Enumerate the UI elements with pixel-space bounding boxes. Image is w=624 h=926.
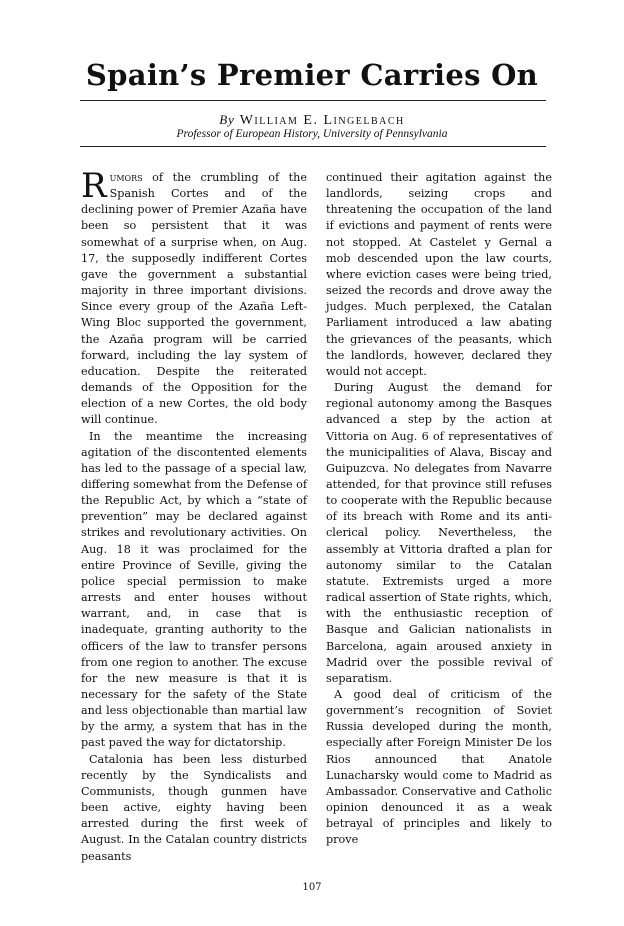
drop-cap: R bbox=[81, 166, 107, 206]
right-column bbox=[326, 170, 552, 849]
author-name: William E. Lingelbach bbox=[239, 113, 405, 128]
left-column bbox=[81, 166, 307, 865]
article-title: Spain’s Premier Carries On bbox=[85, 58, 539, 92]
page-number: 107 bbox=[302, 882, 322, 893]
paragraph: Catalonia has been less disturbed recently by the Syndicalists and Communists, though gunmen have been active, eighty having been arrested during the first week of August. In the Catalan country districts peasants bbox=[81, 752, 307, 863]
paragraph bbox=[81, 166, 307, 429]
paragraph-text: of the crumbling of the Spanish Cortes and of the declining power of Premier Azaña have been so persistent that it was somewhat of a surprise when, on Aug. 17, the supposedly indifferent Cortes gave the government a substantial majority in three important divisions. Since every group of the Azaña Left-Wing Bloc supported the government, the Azaña program will be carried forward, including the lay system of education. Despite the reiterated demands of the Opposition for the election of a new Cortes, the old body will continue. bbox=[81, 171, 307, 427]
byline-rule bbox=[80, 146, 546, 147]
paragraph: continued their agitation against the landlords, seizing crops and threatening the occupation of the land if evictions and payment of rents were not stopped. At Castelet y Gernal a mob descended upon the law courts, where eviction cases were being tried, seized the records and drove away the judges. Much perplexed, the Catalan Parliament introduced a law abating the grievances of the peasants, which the landlords, however, declared they would not accept. bbox=[326, 171, 552, 378]
lead-word: umors bbox=[109, 171, 143, 184]
title-rule bbox=[80, 100, 546, 101]
author-affiliation: Professor of European History, University of Pennsylvania bbox=[176, 128, 448, 140]
byline-by: By bbox=[219, 112, 235, 127]
byline bbox=[0, 112, 624, 129]
paragraph: In the meantime the increasing agitation of the discontented elements has led to the passage of a special law, differing somewhat from the Defense of the Republic Act, by which a “state of prevention” may be declared against strikes and revolutionary activities. On Aug. 18 it was proclaimed for the entire Province of Seville, giving the police special permission to make arrests and enter houses without warrant, and, in case that is inadequate, granting authority to the officers of the law to transfer persons from one region to another. The excuse for the new measure is that it is necessary for the safety of the State and less objectionable than martial law by the army, a system that has in the past paved the way for dictatorship. bbox=[81, 429, 307, 750]
paragraph: A good deal of criticism of the government’s recognition of Soviet Russia developed during the month, especially after Foreign Minister De los Rios announced that Anatole Lunacharsky would come to Madrid as Ambassador. Conservative and Catholic opinion denounced it as a weak betrayal of principles and likely to prove bbox=[326, 688, 552, 847]
paragraph: During August the demand for regional autonomy among the Basques advanced a step by the action at Vittoria on Aug. 6 of representatives of the municipalities of Alava, Biscay and Guipuzcva. No delegates from Navarre attended, for that province still refuses to cooperate with the Republic because of its breach with Rome and its anti-clerical policy. Nevertheless, the assembly at Vittoria drafted a plan for autonomy similar to the Catalan statute. Extremists urged a more radical assertion of State rights, which, with the enthusiastic reception of Basque and Galician nationalists in Barcelona, again aroused anxiety in Madrid over the possible revival of separatism. bbox=[326, 381, 552, 685]
